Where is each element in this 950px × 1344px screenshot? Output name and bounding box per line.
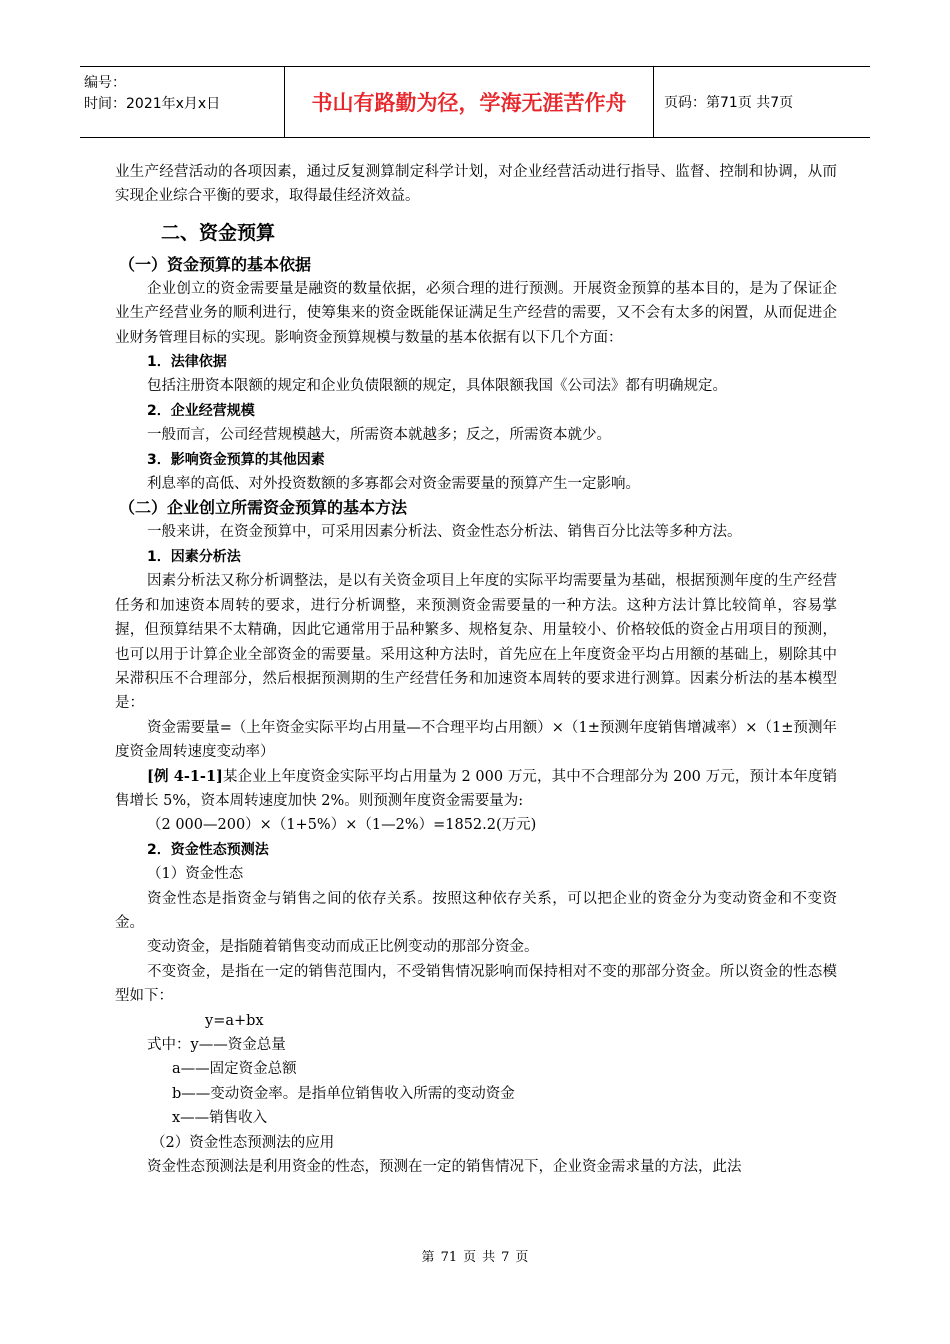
formula: 资金需要量=（上年资金实际平均占用量—不合理平均占用额）×（1±预测年度销售增减率）×（1±预测年度资金周转速度变动率）	[115, 719, 837, 761]
paragraph: 资金性态是指资金与销售之间的依存关系。按照这种依存关系，可以把企业的资金分为变动资金和不变资金。	[115, 890, 837, 931]
item-title-1: 1．法律依据	[147, 354, 227, 371]
number-label: 编号：	[84, 75, 126, 91]
header-meta	[80, 67, 284, 137]
example-calculation: （2 000—200）×（1+5%）×（1—2%）=1852.2(万元)	[147, 817, 537, 834]
footer-total-pages: 7	[501, 1250, 510, 1265]
paragraph: 不变资金，是指在一定的销售范围内，不受销售情况影响而保持相对不变的那部分资金。所以资金的性态模型如下：	[115, 963, 837, 1005]
item-title-2: 2．企业经营规模	[147, 402, 255, 419]
paragraph: 利息率的高低、对外投资数额的多寡都会对资金需要量的预算产生一定影响。	[147, 476, 640, 493]
paragraph: 一般而言，公司经营规模越大，所需资本就越多；反之，所需资本就少。	[147, 427, 611, 444]
paragraph: 包括注册资本限额的规定和企业负债限额的规定，具体限额我国《公司法》都有明确规定。	[147, 378, 727, 395]
definition-x: x——销售收入	[172, 1110, 268, 1127]
header-page-info: 页码：第71页 共7页	[664, 95, 794, 111]
subsection-title-1: （一）资金预算的基本依据	[119, 254, 312, 274]
definition-a: a——固定资金总额	[172, 1061, 297, 1078]
subsection-title-2: （二）企业创立所需资金预算的基本方法	[119, 498, 408, 518]
sub-item-title: （1）资金性态	[147, 866, 244, 883]
section-title: 二、资金预算	[161, 221, 276, 244]
footer-gong: 共	[482, 1250, 496, 1265]
method-title-2: 2．资金性态预测法	[147, 841, 269, 858]
footer-page-number: 71	[440, 1250, 458, 1265]
paragraph: 因素分析法又称分析调整法，是以有关资金项目上年度的实际平均需要量为基础，根据预测年度的生产经营任务和加速资本周转的要求，进行分析调整，来预测资金需要量的一种方法。这种方法计算比较简单，容易掌握，但预算结果不太精确，因此它通常用于品种繁多、规格复杂、用量较小、价格较低的资金占用项目的预测，也可以用于计算企业全部资金的需要量。采用这种方法时，首先应在上年度资金平均占用额的基础上，剔除其中呆滞积压不合理部分，然后根据预测期的生产经营任务和加速资本周转的要求进行测算。因素分析法的基本模型是：	[115, 573, 837, 712]
paragraph: 企业创立的资金需要量是融资的数量依据，必须合理的进行预测。开展资金预算的基本目的，是为了保证企业生产经营业务的顺利进行，使筹集来的资金既能保证满足生产经营的需要，又不会有太多的闲置，从而促进企业财务管理目标的实现。影响资金预算规模与数量的基本依据有以下几个方面：	[115, 280, 837, 346]
document-body	[115, 160, 837, 1179]
definition-b: b——变动资金率。是指单位销售收入所需的变动资金	[172, 1085, 515, 1102]
date-label: 时间：2021年x月x日	[84, 96, 221, 112]
footer-ye: 页	[463, 1250, 477, 1265]
definition-y: 式中：y——资金总量	[147, 1037, 286, 1053]
footer-ye: 页	[515, 1250, 529, 1265]
paragraph-intro: 业生产经营活动的各项因素，通过反复测算制定科学计划，对企业经营活动进行指导、监督、控制和协调，从而实现企业综合平衡的要求，取得最佳经济效益。	[115, 164, 837, 205]
example-label: [例 4-1-1]	[147, 767, 223, 785]
paragraph: 一般来讲，在资金预算中，可采用因素分析法、资金性态分析法、销售百分比法等多种方法。	[147, 524, 742, 541]
item-title-3: 3．影响资金预算的其他因素	[147, 451, 325, 468]
sub-item-title: （2）资金性态预测法的应用	[151, 1134, 335, 1151]
paragraph: 资金性态预测法是利用资金的性态，预测在一定的销售情况下，企业资金需求量的方法，此法	[147, 1159, 742, 1176]
page-footer	[0, 1246, 950, 1265]
footer-di: 第	[421, 1250, 435, 1265]
example-text: 某企业上年度资金实际平均占用量为 2 000 万元，其中不合理部分为 200 万元，预计本年度销售增长 5%，资本周转速度加快 2%。则预测年度资金需要量为:	[115, 768, 837, 809]
paragraph: 变动资金，是指随着销售变动而成正比例变动的那部分资金。	[147, 939, 539, 956]
page-header	[80, 66, 870, 138]
example-paragraph	[115, 765, 837, 814]
model-formula: y=a+bx	[205, 1012, 264, 1029]
header-motto: 书山有路勤为径，学海无涯苦作舟	[284, 67, 654, 137]
method-title-1: 1．因素分析法	[147, 548, 241, 565]
